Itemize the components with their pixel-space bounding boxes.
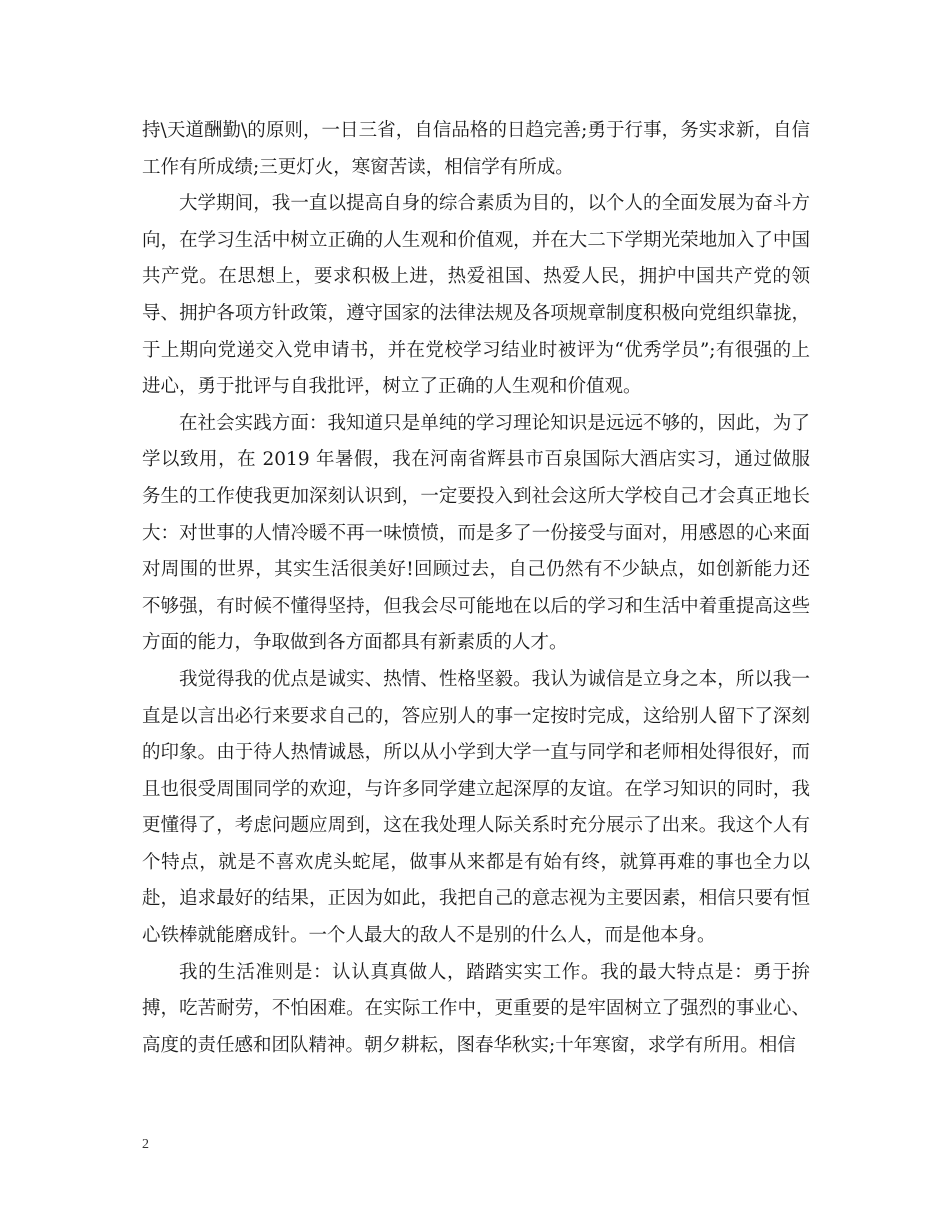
paragraph-1: 持\天道酬勤\的原则，一日三省，自信品格的日趋完善;勇于行事，务实求新，自信工作有所成绩;三更灯火，寒窗苦读，相信学有所成。 — [142, 120, 810, 178]
document-body — [142, 113, 810, 1064]
paragraph-5: 我的生活准则是：认认真真做人，踏踏实实工作。我的最大特点是：勇于拚搏，吃苦耐劳，不怕困难。在实际工作中，更重要的是牢固树立了强烈的事业心、高度的责任感和团队精神。朝夕耕耘，图春华秋实;十年寒窗，求学有所用。相信 — [142, 961, 810, 1056]
paragraph-3: 在社会实践方面：我知道只是单纯的学习理论知识是远远不够的，因此，为了学以致用，在 2019 年暑假，我在河南省辉县市百泉国际大酒店实习，通过做服务生的工作使我更加深刻认识到，一定要投入到社会这所大学校自己才会真正地长大：对世事的人情冷暖不再一味愤愤，而是多了一份接受与面对，用感恩的心来面对周围的世界，其实生活很美好!回顾过去，自己仍然有不少缺点，如创新能力还不够强，有时候不懂得坚持，但我会尽可能地在以后的学习和生活中着重提高这些方面的能力，争取做到各方面都具有新素质的人才。 — [142, 412, 810, 654]
paragraph-2: 大学期间，我一直以提高自身的综合素质为目的，以个人的全面发展为奋斗方向，在学习生活中树立正确的人生观和价值观，并在大二下学期光荣地加入了中国共产党。在思想上，要求积极上进，热爱祖国、热爱人民，拥护中国共产党的领导、拥护各项方针政策，遵守国家的法律法规及各项规章制度积极向党组织靠拢，于上期向党递交入党申请书，并在党校学习结业时被评为“优秀学员”;有很强的上进心，勇于批评与自我批评，树立了正确的人生观和价值观。 — [142, 193, 810, 398]
page-number: 2 — [142, 1137, 149, 1152]
paragraph-4: 我觉得我的优点是诚实、热情、性格坚毅。我认为诚信是立身之本，所以我一直是以言出必行来要求自己的，答应别人的事一定按时完成，这给别人留下了深刻的印象。由于待人热情诚恳，所以从小学到大学一直与同学和老师相处得很好，而且也很受周围同学的欢迎，与许多同学建立起深厚的友谊。在学习知识的同时，我更懂得了，考虑问题应周到，这在我处理人际关系时充分展示了出来。我这个人有个特点，就是不喜欢虎头蛇尾，做事从来都是有始有终，就算再难的事也全力以赴，追求最好的结果，正因为如此，我把自己的意志视为主要因素，相信只要有恒心铁棒就能磨成针。一个人最大的敌人不是别的什么人，而是他本身。 — [142, 668, 810, 947]
